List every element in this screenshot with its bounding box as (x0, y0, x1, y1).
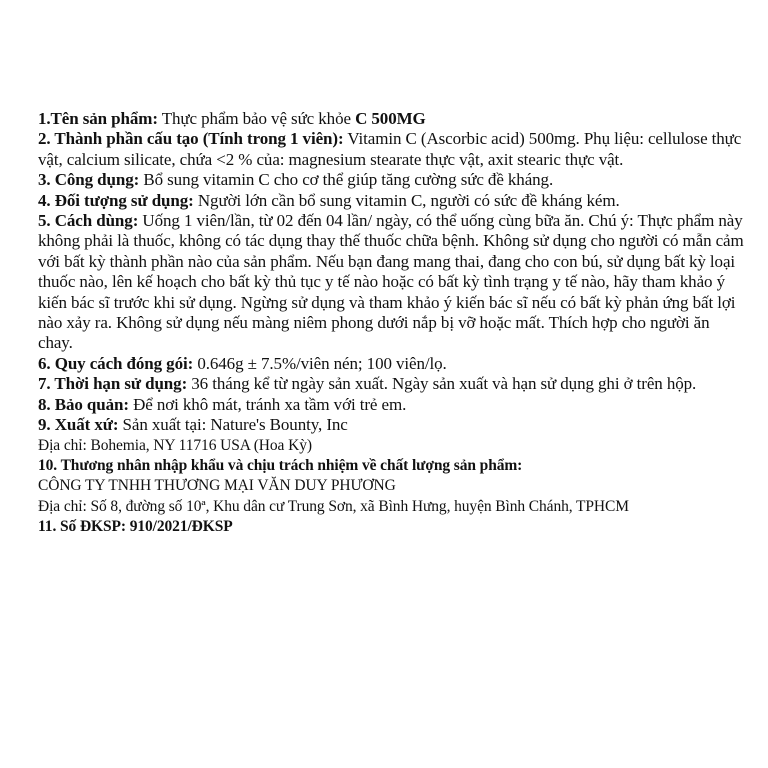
product-label (34, 103, 746, 668)
section-importer (38, 456, 746, 476)
section-heading: 7. Thời hạn sử dụng: (38, 374, 188, 394)
section-uses (38, 170, 746, 190)
section-heading: 2. Thành phần cấu tạo (Tính trong 1 viên): (38, 129, 344, 149)
section-text: Để nơi khô mát, tránh xa tầm với trẻ em. (128, 394, 407, 414)
section-target-users (38, 191, 746, 211)
origin-address: Địa chỉ: Bohemia, NY 11716 USA (Hoa Kỳ) (38, 436, 312, 454)
section-heading: 8. Bảo quản: (38, 394, 129, 414)
section-text: Uống 1 viên/lần, từ 02 đến 04 lần/ ngày, có thể uống cùng bữa ăn. Chú ý: Thực phẩm này không phải là thuốc, không có tác dụng thay thế thuốc chữa bệnh. Không sử dụng cho người có mẫn cảm với bất kỳ thành phần nào của sản phẩm. Nếu bạn đang mang thai, đang cho con bú, sử dụng bất kỳ loại thuốc nào, lên kế hoạch cho bất kỳ thủ tục y tế nào hoặc có bất kỳ tình trạng y tế nào, hãy tham khảo ý kiến bác sĩ trước khi sử dụng. Ngừng sử dụng và tham khảo ý kiến bác sĩ nếu có bất kỳ phản ứng bất lợi nào xảy ra. Không sử dụng nếu màng niêm phong dưới nắp bị vỡ hoặc mất. Thích hợp cho người ăn chay. (38, 211, 744, 353)
section-heading: 11. Số ĐKSP: 910/2021/ĐKSP (38, 518, 233, 536)
section-text: Vitamin C (Ascorbic acid) 500mg. Phụ liệu: cellulose thực vật, calcium silicate, chứa <2 % của: magnesium stearate thực vật, axit stearic thực vật. (38, 129, 742, 169)
section-text: 0.646g ± 7.5%/viên nén; 100 viên/lọ. (193, 353, 447, 373)
product-strength: C 500MG (355, 109, 426, 128)
section-heading: 3. Công dụng: (38, 170, 140, 190)
section-storage (38, 395, 746, 415)
section-heading: 5. Cách dùng: (38, 211, 139, 231)
section-shelf-life (38, 374, 746, 394)
section-text: Sản xuất tại: Nature's Bounty, Inc (118, 415, 348, 435)
section-text: Thực phẩm bảo vệ sức khỏe (157, 109, 356, 128)
importer-address: Địa chỉ: Số 8, đường số 10ª, Khu dân cư Trung Sơn, xã Bình Hưng, huyện Bình Chánh, TPHCM (38, 497, 629, 515)
section-heading: 10. Thương nhân nhập khẩu và chịu trách nhiệm về chất lượng sản phẩm: (38, 456, 523, 474)
section-text: 36 tháng kể từ ngày sản xuất. Ngày sản xuất và hạn sử dụng ghi ở trên hộp. (187, 374, 697, 394)
section-usage (38, 211, 746, 354)
section-heading: 1.Tên sản phẩm: (38, 109, 158, 128)
label-content (38, 109, 746, 538)
section-composition (38, 129, 746, 170)
section-registration (38, 517, 746, 537)
section-text: Bổ sung vitamin C cho cơ thể giúp tăng cường sức đề kháng. (139, 170, 554, 190)
section-text: Người lớn cần bổ sung vitamin C, người có sức đề kháng kém. (193, 190, 620, 210)
section-heading: 6. Quy cách đóng gói: (38, 353, 194, 373)
section-origin (38, 415, 746, 435)
section-product-name (38, 109, 746, 129)
importer-company: CÔNG TY TNHH THƯƠNG MẠI VĂN DUY PHƯƠNG (38, 477, 396, 495)
section-packaging (38, 354, 746, 374)
section-heading: 9. Xuất xứ: (38, 415, 119, 435)
section-heading: 4. Đối tượng sử dụng: (38, 190, 194, 210)
